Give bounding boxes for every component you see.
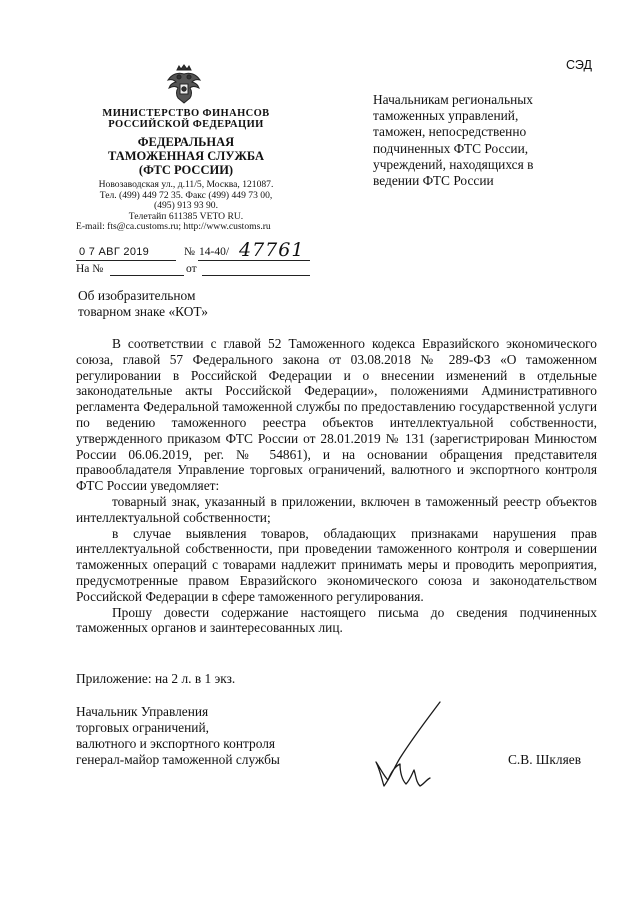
state-emblem-icon (164, 62, 204, 106)
addressee-line: учреждений, находящихся в (373, 156, 534, 172)
address-line: (495) 913 93 90. (154, 200, 218, 211)
service-name (88, 135, 284, 177)
handwritten-signature (370, 700, 444, 792)
registration-number-prefix: 14-40/ (199, 246, 230, 258)
body-paragraph: В соответствии с главой 52 Таможенного кодекса Евразийского экономического союза, главой 57 Федерального закона от 03.08.2018 № 289-ФЗ «О таможенном регулировании в Российской Федерации и о внесении изменений в отдельные законодательные акты Российской Федерации», положениями Административного регламента Федеральной таможенной службы по предоставлению государственной услуги по ведению таможенного реестра объектов интеллектуальной собственности, утвержденного приказом ФТС России от 28.01.2019 № 131 (зарегистрирован Минюстом России 06.06.2019, рег. № 54861), и на основании обращения представителя правообладателя Управление торговых ограничений, валютного и экспортного контроля ФТС России уведомляет: (76, 336, 597, 494)
reference-date-label: от (186, 263, 197, 275)
signer-title-line: генерал-майор таможенной службы (76, 752, 280, 767)
body-paragraph: в случае выявления товаров, обладающих признаками нарушения прав интеллектуальной собственности, при проведении таможенного контроля и совершении таможенных операций с товарами надлежит принимать меры и проводить мероприятия, предусмотренные правом Евразийского экономического союза и законодательством Российской Федерации в сфере таможенного регулирования. (76, 525, 597, 604)
attachment-note: Приложение: на 2 л. в 1 экз. (76, 671, 236, 686)
address-line: Тел. (499) 449 72 35. Факс (499) 449 73 00, (99, 189, 273, 201)
number-underline (198, 260, 310, 261)
reference-number-blank (110, 275, 184, 276)
ministry-line: МИНИСТЕРСТВО ФИНАНСОВ (102, 108, 270, 119)
registration-number-handwritten: 47761 (239, 239, 305, 261)
ministry-name (88, 108, 284, 130)
signer-name: С.В. Шкляев (508, 752, 582, 767)
registration-date: 0 7 АВГ 2019 (79, 246, 150, 258)
registration-number-label: № (184, 246, 195, 258)
date-underline (76, 260, 176, 261)
addressee-line: ведении ФТС России (373, 173, 494, 189)
addressee-line: подчиненных ФТС России, (373, 140, 529, 156)
body-paragraph: Прошу довести содержание настоящего письма до сведения подчиненных таможенных органов и заинтересованных лиц. (76, 604, 597, 636)
body-paragraph: товарный знак, указанный в приложении, включен в таможенный реестр объектов интеллектуальной собственности; (76, 493, 597, 525)
addressee-block (373, 92, 578, 189)
addressee-line: Начальникам региональных (373, 92, 533, 107)
addressee-line: таможен, непосредственно (373, 124, 527, 140)
ministry-line: РОССИЙСКОЙ ФЕДЕРАЦИИ (108, 119, 264, 130)
sender-address (88, 180, 284, 222)
signer-title (76, 704, 336, 768)
letter-subject (78, 288, 278, 320)
subject-line: товарном знаке «КОТ» (78, 304, 208, 319)
signer-title-line: валютного и экспортного контроля (76, 736, 276, 751)
sender-email: E-mail: fts@ca.customs.ru; http://www.customs.ru (76, 221, 271, 232)
address-line: Новозаводская ул., д.11/5, Москва, 121087. (98, 179, 274, 190)
service-line: ФЕДЕРАЛЬНАЯ (137, 135, 235, 149)
address-line: Телетайп 611385 VETO RU. (128, 210, 244, 222)
addressee-line: таможенных управлений, (373, 108, 519, 124)
signer-title-line: торговых ограничений, (76, 720, 209, 735)
reference-number-label: На № (76, 263, 104, 275)
service-line: ТАМОЖЕННАЯ СЛУЖБА (108, 149, 264, 163)
signer-title-line: Начальник Управления (76, 704, 209, 719)
service-line: (ФТС РОССИИ) (138, 163, 234, 177)
registration-line (76, 239, 312, 262)
reference-line (76, 263, 312, 277)
letter-body (76, 336, 597, 636)
reference-date-blank (202, 275, 310, 276)
registry-mark: СЭД (566, 58, 592, 72)
subject-line: Об изобразительном (78, 288, 196, 303)
